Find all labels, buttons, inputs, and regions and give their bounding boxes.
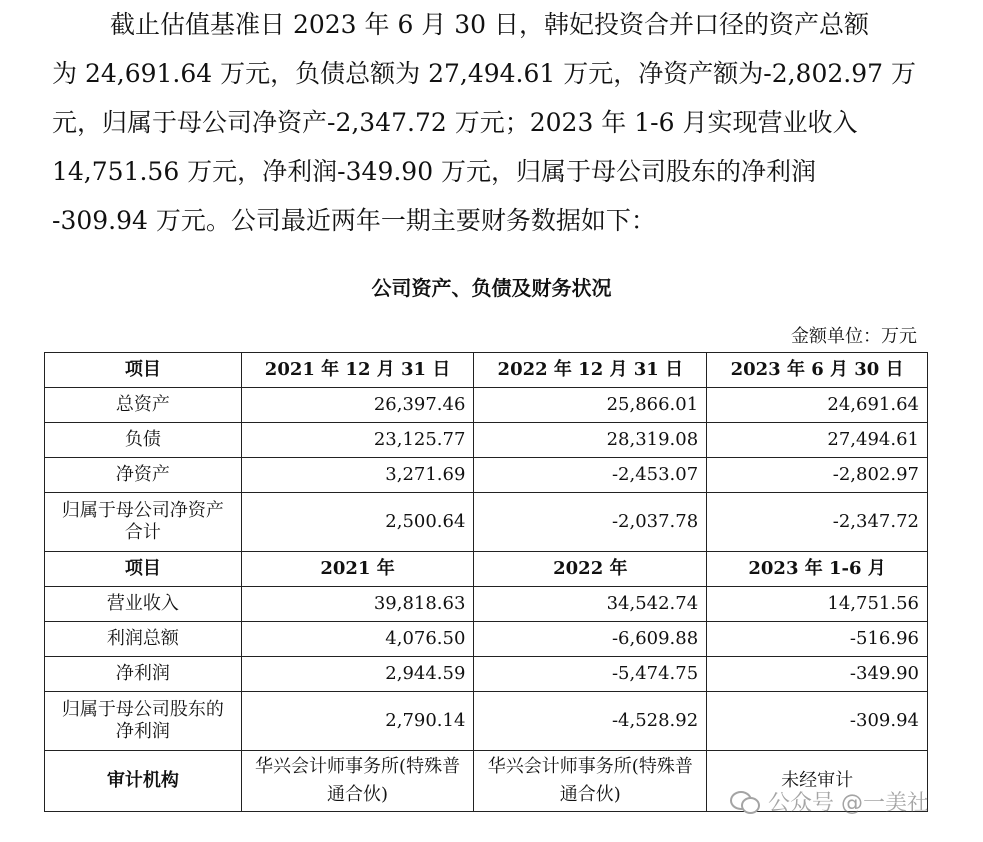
table-row xyxy=(45,622,928,657)
table-cell: -2,453.07 xyxy=(474,458,707,493)
table-row xyxy=(45,587,928,622)
table-cell: 25,866.01 xyxy=(474,388,707,423)
table-cell: 39,818.63 xyxy=(241,587,474,622)
table-row xyxy=(45,493,928,552)
table-row xyxy=(45,692,928,751)
table-cell: 2,500.64 xyxy=(241,493,474,552)
header-cell: 2023 年 1-6 月 xyxy=(707,552,928,587)
table-header-row xyxy=(45,552,928,587)
table-cell: -5,474.75 xyxy=(474,657,707,692)
table-cell: 24,691.64 xyxy=(707,388,928,423)
audit-cell: 华兴会计师事务所(特殊普通合伙) xyxy=(474,751,707,812)
row-label: 营业收入 xyxy=(45,587,242,622)
table-cell: -2,802.97 xyxy=(707,458,928,493)
row-label: 总资产 xyxy=(45,388,242,423)
table-cell: 4,076.50 xyxy=(241,622,474,657)
row-label: 审计机构 xyxy=(45,751,242,812)
table-cell: -2,347.72 xyxy=(707,493,928,552)
header-cell: 2022 年 xyxy=(474,552,707,587)
wechat-icon xyxy=(730,789,760,813)
header-cell: 2022 年 12 月 31 日 xyxy=(474,353,707,388)
table-row xyxy=(45,423,928,458)
table-row xyxy=(45,388,928,423)
table-cell: -516.96 xyxy=(707,622,928,657)
row-label: 利润总额 xyxy=(45,622,242,657)
header-cell: 2021 年 xyxy=(241,552,474,587)
audit-cell: 未经审计 xyxy=(707,751,928,812)
table-cell: -4,528.92 xyxy=(474,692,707,751)
row-label: 归属于母公司股东的净利润 xyxy=(45,692,242,751)
table-row xyxy=(45,657,928,692)
row-label: 净利润 xyxy=(45,657,242,692)
header-cell: 2023 年 6 月 30 日 xyxy=(707,353,928,388)
paragraph-line-2: 为 24,691.64 万元，负债总额为 27,494.61 万元，净资产额为-2,802.97 万 xyxy=(52,59,916,88)
table-cell: -6,609.88 xyxy=(474,622,707,657)
table-cell: 26,397.46 xyxy=(241,388,474,423)
table-cell: 14,751.56 xyxy=(707,587,928,622)
table-row xyxy=(45,458,928,493)
watermark-text: 公众号 @一美社 xyxy=(768,790,929,816)
table-cell: -309.94 xyxy=(707,692,928,751)
intro-paragraph xyxy=(52,0,918,245)
table-cell: 23,125.77 xyxy=(241,423,474,458)
table-cell: 3,271.69 xyxy=(241,458,474,493)
financial-table xyxy=(44,352,928,812)
table-title: 公司资产、负债及财务状况 xyxy=(371,276,612,300)
table-cell: 34,542.74 xyxy=(474,587,707,622)
watermark xyxy=(730,784,970,818)
paragraph-line-4: 14,751.56 万元，净利润-349.90 万元，归属于母公司股东的净利润 xyxy=(52,157,817,186)
table-cell: 27,494.61 xyxy=(707,423,928,458)
row-label: 净资产 xyxy=(45,458,242,493)
table-cell: -349.90 xyxy=(707,657,928,692)
row-label: 负债 xyxy=(45,423,242,458)
header-cell: 项目 xyxy=(45,552,242,587)
audit-cell: 华兴会计师事务所(特殊普通合伙) xyxy=(241,751,474,812)
table-cell: 2,944.59 xyxy=(241,657,474,692)
unit-label: 金额单位：万元 xyxy=(791,326,917,347)
table-header-row xyxy=(45,353,928,388)
paragraph-line-1: 截止估值基准日 2023 年 6 月 30 日，韩妃投资合并口径的资产总额 xyxy=(110,10,870,39)
header-cell: 项目 xyxy=(45,353,242,388)
table-cell: -2,037.78 xyxy=(474,493,707,552)
row-label: 归属于母公司净资产合计 xyxy=(45,493,242,552)
header-cell: 2021 年 12 月 31 日 xyxy=(241,353,474,388)
paragraph-line-5: -309.94 万元。公司最近两年一期主要财务数据如下： xyxy=(52,206,656,235)
paragraph-line-3: 元，归属于母公司净资产-2,347.72 万元；2023 年 1-6 月实现营业收入 xyxy=(52,108,858,137)
table-cell: 2,790.14 xyxy=(241,692,474,751)
table-cell: 28,319.08 xyxy=(474,423,707,458)
